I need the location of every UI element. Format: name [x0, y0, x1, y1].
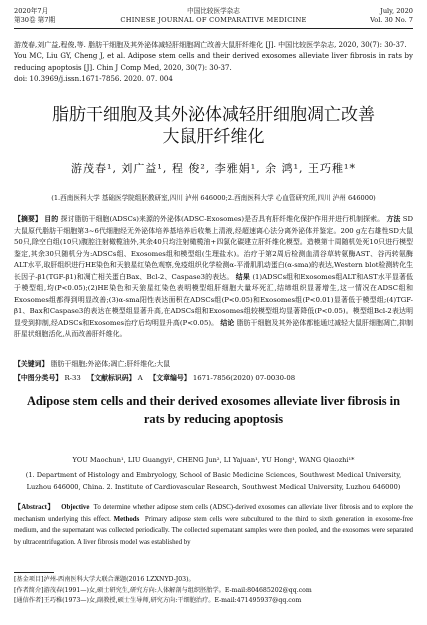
affiliation-en: (1. Department of Histology and Embryology, School of Basic Medicine Sciences, Southwest Medical University, Luzhou 646000, China. 2. Institute of Cardiovascular Research, Southwest Medical University, Luzhou 646000)	[25, 471, 402, 491]
clc-value: R-33	[64, 374, 81, 382]
citation-block	[14, 40, 413, 86]
results-label-cn: 结果	[235, 272, 250, 281]
citation-en: You MC, Liu GY, Cheng J, et al. Adipose stem cells and their derived exosomes alleviate liver fibrosis in rats by reducing apoptosis [J]. Chin J Comp Med, 2020, 30(7): 30-37.	[14, 52, 413, 72]
header-center	[14, 7, 413, 25]
header-volume-en: Vol. 30 No. 7	[370, 16, 413, 24]
abstract-cn	[14, 214, 413, 341]
header-volume: 第30卷 第7期	[14, 16, 56, 24]
objective-label-cn: 目的	[44, 215, 59, 223]
header-right	[370, 7, 413, 25]
footnote-fund: [基金项目]泸州-西南医科大学大联合课题(2016 LZXNYD-J03)。	[14, 576, 195, 583]
methods-label-en: Methods	[113, 515, 140, 523]
citation-cn: 游茂春,刘广益,程俊,等. 脂肪干细胞及其外泌体减轻肝细胞凋亡改善大鼠肝纤维化 [J]. 中国比较医学杂志, 2020, 30(7): 30-37.	[14, 41, 407, 49]
doc-code-label: 【文献标识码】	[87, 374, 136, 382]
objective-text-en: To determine whether adipose stem cells (ADSC)-derived exosomes can alleviate liver fibrosis and to explore the mechanism underlying this effect.	[14, 504, 413, 523]
results-text-cn: (1)ADSCs组和Exosomes组ALT和AST水平显著低于模型组,均(P<0.05);(2)HE染色和天狼星红染色表明模型组肝细胞大量坏死汇,结缔组织显著增生,这一情况在ADSC组和Exosomes组都得到明显改善;(3)α-sma阳性表达面积在ADSCs组(P<0.05)和Exosomes组(P<0.01)显著低于模型组;(4)TGF-β1、Bax和Caspase3的表达在模型组显著升高,在ADSCs组和Exosomes组较模型组均显著降低(P<0.05)。模型组Bcl-2表达明显受到抑制,经ADSCs和Exosomes治疗后均明显升高(P<0.05)。	[14, 272, 413, 327]
classification-line	[14, 373, 413, 384]
keywords-text-cn: 脂肪干细胞;外泌体;凋亡;肝纤维化;大鼠	[50, 360, 171, 368]
objective-text-cn: 探讨脂肪干细胞(ADSCs)来源的外泌体(ADSC-Exosomes)是否具有肝纤维化保护作用并进行机制探索。	[60, 215, 385, 223]
footnotes	[14, 575, 413, 607]
title-cn-line2: 大鼠肝纤维化	[162, 127, 265, 147]
header-date-en: July, 2020	[380, 7, 413, 15]
abstract-label-cn: 【摘要】	[14, 215, 42, 223]
journal-name-cn: 中国比较医学杂志	[187, 7, 240, 15]
abstract-label-en: 【Abstract】	[14, 504, 55, 511]
conclusion-label-cn: 结论	[220, 318, 235, 327]
title-cn-line1: 脂肪干细胞及其外泌体减轻肝细胞凋亡改善	[52, 105, 375, 125]
authors-cn: 游茂春¹, 刘广益¹, 程 俊², 李雅娟¹, 余 鸿¹, 王巧稚¹*	[71, 162, 356, 175]
running-header	[14, 4, 413, 29]
abstract-en	[14, 502, 413, 548]
keywords-label-cn: 【关键词】	[14, 360, 49, 368]
conclusion-text-cn: 脂肪干细胞及其外泌体都能通过减轻大鼠肝细胞凋亡,抑制肝星状细胞活化,从而改善肝纤维化。	[14, 318, 414, 338]
keywords-cn	[14, 359, 413, 370]
article-title-cn	[14, 104, 413, 148]
methods-text-en: Primary adipose stem cells were subcultured to the third to sixth generation in exosome-free medium, and the supernatant was collected periodically. The collected supernatant samples were then pooled, and the exosomes were separated by ultracentrifugation. A liver fibrosis model was established by	[14, 515, 413, 546]
header-date: 2020年7月	[14, 7, 49, 15]
clc-label: 【中图分类号】	[14, 374, 63, 382]
methods-label-cn: 方法	[386, 215, 401, 223]
footnote-corresponding: [通信作者]王巧稚(1973—)女,副教授,硕士生导师,研究方向:干细胞治疗。E-mail:471495937@qq.com	[14, 597, 302, 604]
affiliation-cn: (1.西南医科大学 基础医学院组胚教研室,四川 泸州 646000;2.西南医科大学 心血管研究所,四川 泸州 646000)	[51, 194, 376, 202]
authors-en: YOU Maochun¹, LIU Guangyi¹, CHENG Jun², LI Yajuan¹, YU Hong¹, WANG Qiaozhi¹*	[72, 456, 355, 464]
objective-label-en: Objective	[61, 504, 90, 511]
article-title-en: Adipose stem cells and their derived exosomes alleviate liver fibrosis in rats by reducing apoptosis	[26, 394, 401, 426]
journal-name-en: CHINESE JOURNAL OF COMPARATIVE MEDICINE	[120, 16, 307, 24]
doc-code-value: A	[137, 374, 143, 382]
footnote-divider	[14, 572, 54, 573]
doi[interactable]: doi: 10.3969/j.issn.1671-7856. 2020. 07. 004	[14, 75, 173, 84]
methods-text-cn: SD大鼠原代脂肪干细胞第3~6代细胞经无外泌体培养基培养后收集上清液,经超速离心法分离外泌体并鉴定。200 g左右雄性SD大鼠50只,除空白组(10只)腹腔注射橄榄油外,其余40只均注射橄榄油+四氯化碳建立肝纤维化模型。造模第十周随机处死10只进行模型鉴定,其余30只随机分为:ADSCs组、Exosomes组和模型组(生理盐水)。治疗于第2周后检测血清谷草转氨酶AST、谷丙转氨酶ALT水平,取肝组织进行HE染色和天狼星红染色观察,免疫组织化学检测α-平滑肌肌动蛋白(α-sma)的表达,Western blot检测转化生长因子-β1(TGF-β1)和凋亡相关蛋白Bax、Bcl-2、Caspase3的表达。	[14, 215, 413, 281]
article-id-label: 【文章编号】	[149, 374, 191, 382]
footnote-author: [作者简介]游茂春(1991—)女,硕士研究生,研究方向:人体解剖与组织胚胎学。E-mail:804685202@qq.com	[14, 586, 312, 594]
article-id-value: 1671-7856(2020) 07-0030-08	[192, 374, 296, 382]
